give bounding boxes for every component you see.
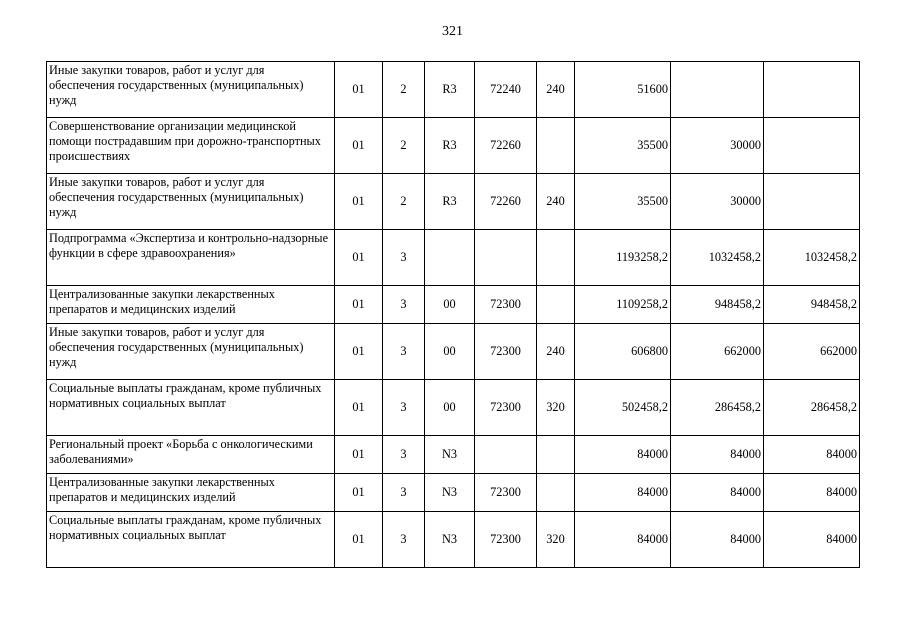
direction-code: 72300 [475,286,537,324]
amount-year-3: 84000 [764,474,860,512]
program-code: 01 [335,380,383,436]
amount-year-2: 662000 [671,324,764,380]
amount-year-2: 30000 [671,118,764,174]
row-name: Подпрограмма «Экспертиза и контрольно-надзорные функции в сфере здравоохранения» [47,230,335,286]
amount-year-2: 30000 [671,174,764,230]
amount-year-3: 84000 [764,436,860,474]
row-name: Социальные выплаты гражданам, кроме публичных нормативных социальных выплат [47,512,335,568]
amount-year-1: 84000 [575,474,671,512]
row-name: Централизованные закупки лекарственных препаратов и медицинских изделий [47,474,335,512]
amount-year-2: 948458,2 [671,286,764,324]
event-code: N3 [425,436,475,474]
table-row [47,62,860,118]
direction-code: 72260 [475,174,537,230]
program-code: 01 [335,436,383,474]
subprogram-code: 3 [383,286,425,324]
expense-type-code: 240 [537,174,575,230]
amount-year-1: 51600 [575,62,671,118]
amount-year-1: 84000 [575,512,671,568]
page-number: 321 [442,24,463,39]
amount-year-3 [764,174,860,230]
row-name: Совершенствование организации медицинской помощи пострадавшим при дорожно-транспортных происшествиях [47,118,335,174]
event-code: R3 [425,174,475,230]
subprogram-code: 3 [383,230,425,286]
amount-year-3: 84000 [764,512,860,568]
amount-year-1: 1109258,2 [575,286,671,324]
amount-year-3: 662000 [764,324,860,380]
amount-year-3: 948458,2 [764,286,860,324]
table-row [47,230,860,286]
direction-code: 72300 [475,324,537,380]
event-code: N3 [425,474,475,512]
direction-code: 72300 [475,512,537,568]
amount-year-2 [671,62,764,118]
amount-year-1: 35500 [575,118,671,174]
subprogram-code: 2 [383,174,425,230]
expense-type-code: 240 [537,62,575,118]
program-code: 01 [335,230,383,286]
program-code: 01 [335,118,383,174]
table-row [47,174,860,230]
table-row [47,474,860,512]
subprogram-code: 2 [383,118,425,174]
table-row [47,324,860,380]
table-row [47,436,860,474]
row-name: Иные закупки товаров, работ и услуг для обеспечения государственных (муниципальных) нужд [47,62,335,118]
amount-year-2: 286458,2 [671,380,764,436]
event-code: 00 [425,380,475,436]
program-code: 01 [335,286,383,324]
event-code [425,230,475,286]
amount-year-1: 35500 [575,174,671,230]
expense-type-code: 320 [537,380,575,436]
event-code: R3 [425,62,475,118]
program-code: 01 [335,174,383,230]
subprogram-code: 2 [383,62,425,118]
table-row [47,380,860,436]
direction-code [475,230,537,286]
table-row [47,512,860,568]
expense-type-code [537,436,575,474]
row-name: Социальные выплаты гражданам, кроме публичных нормативных социальных выплат [47,380,335,436]
subprogram-code: 3 [383,324,425,380]
program-code: 01 [335,512,383,568]
amount-year-1: 606800 [575,324,671,380]
program-code: 01 [335,474,383,512]
event-code: R3 [425,118,475,174]
program-code: 01 [335,62,383,118]
expense-type-code: 240 [537,324,575,380]
budget-table [46,61,860,568]
table-row [47,118,860,174]
amount-year-3: 1032458,2 [764,230,860,286]
direction-code: 72240 [475,62,537,118]
amount-year-1: 502458,2 [575,380,671,436]
expense-type-code [537,230,575,286]
expense-type-code [537,474,575,512]
amount-year-2: 84000 [671,474,764,512]
direction-code: 72260 [475,118,537,174]
amount-year-3: 286458,2 [764,380,860,436]
direction-code: 72300 [475,474,537,512]
program-code: 01 [335,324,383,380]
event-code: 00 [425,324,475,380]
expense-type-code [537,286,575,324]
direction-code [475,436,537,474]
expense-type-code: 320 [537,512,575,568]
subprogram-code: 3 [383,436,425,474]
amount-year-3 [764,62,860,118]
amount-year-1: 1193258,2 [575,230,671,286]
event-code: N3 [425,512,475,568]
direction-code: 72300 [475,380,537,436]
amount-year-3 [764,118,860,174]
amount-year-2: 84000 [671,436,764,474]
amount-year-1: 84000 [575,436,671,474]
expense-type-code [537,118,575,174]
row-name: Иные закупки товаров, работ и услуг для обеспечения государственных (муниципальных) нужд [47,174,335,230]
table-row [47,286,860,324]
row-name: Централизованные закупки лекарственных препаратов и медицинских изделий [47,286,335,324]
row-name: Иные закупки товаров, работ и услуг для обеспечения государственных (муниципальных) нужд [47,324,335,380]
row-name: Региональный проект «Борьба с онкологическими заболеваниями» [47,436,335,474]
amount-year-2: 1032458,2 [671,230,764,286]
event-code: 00 [425,286,475,324]
subprogram-code: 3 [383,380,425,436]
amount-year-2: 84000 [671,512,764,568]
subprogram-code: 3 [383,474,425,512]
subprogram-code: 3 [383,512,425,568]
